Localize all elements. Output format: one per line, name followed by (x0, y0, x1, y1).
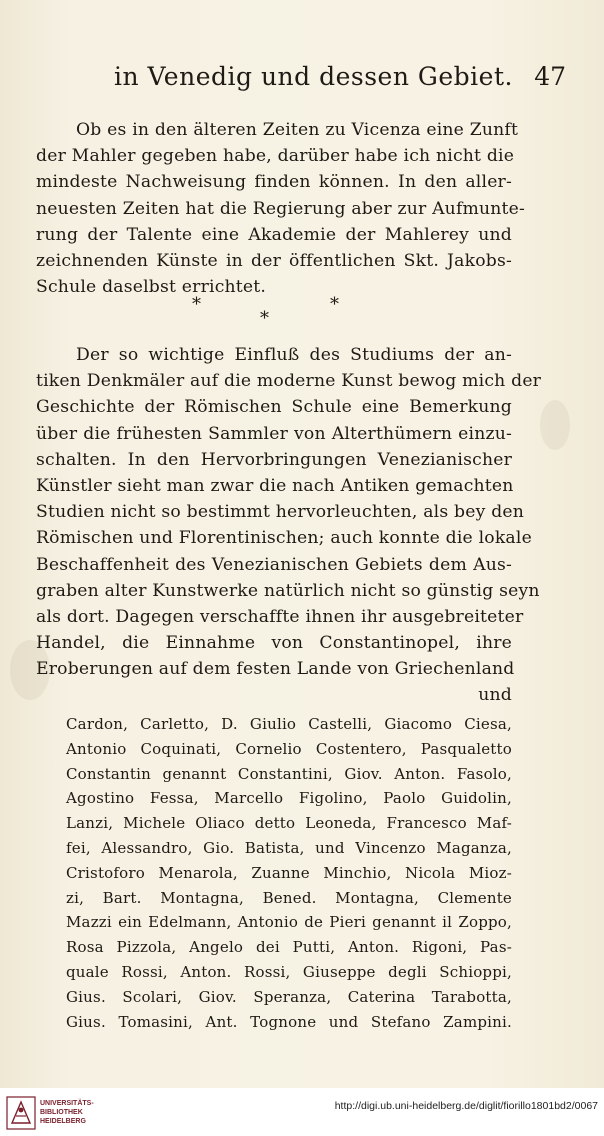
catchword: und (478, 685, 512, 706)
text-line: Der so wichtige Einfluß des Studiums der an- (76, 345, 512, 365)
text-line: als dort. Dagegen verschaffte ihnen ihr ausgebreiteter (36, 606, 524, 627)
footnote-line: quale Rossi, Anton. Rossi, Giuseppe degli Schioppi, (66, 962, 512, 981)
text-line: mindeste Nachweisung finden können. In den aller- (36, 172, 512, 193)
footnote-line: Cristoforo Menarola, Zuanne Minchio, Nicola Mioz- (66, 863, 512, 882)
text-line: Geschichte der Römischen Schule eine Bemerkung (36, 397, 512, 418)
text-line: Künstler sieht man zwar die nach Antiken gemachten (36, 475, 514, 496)
footnote-line: zi, Bart. Montagna, Bened. Montagna, Clemente (66, 888, 512, 907)
library-logo[interactable] (6, 1096, 116, 1130)
text-line: zeichnenden Künste in der öffentlichen Skt. Jakobs- (36, 250, 512, 271)
text-line: Handel, die Einnahme von Constantinopel, ihre (36, 633, 512, 654)
paragraph-vicenza (36, 117, 526, 300)
source-url-link[interactable]: http://digi.ub.uni-heidelberg.de/diglit/fiorillo1801bd2/0067 (334, 1100, 598, 1112)
footnote-line: Agostino Fessa, Marcello Figolino, Paolo Guidolin, (66, 789, 512, 808)
divider-star: * (260, 308, 269, 329)
footnote-line: Gius. Scolari, Giov. Speranza, Caterina Tarabotta, (66, 987, 512, 1006)
logo-text-line: UNIVERSITÄTS- (40, 1100, 94, 1107)
footnote-line: Lanzi, Michele Oliaco detto Leoneda, Francesco Maf- (66, 814, 512, 833)
paper-stain (540, 400, 570, 450)
text-line: Schule daselbst errichtet. (36, 277, 267, 298)
text-line: Ob es in den älteren Zeiten zu Vicenza eine Zunft (76, 120, 519, 140)
text-line: tiken Denkmäler auf die moderne Kunst bewog mich der (36, 371, 542, 392)
text-line: über die frühesten Sammler von Alterthümern einzu- (36, 423, 512, 444)
paragraph-antiquities (36, 342, 542, 709)
footnote-line: Rosa Pizzola, Angelo dei Putti, Anton. Rigoni, Pas- (66, 938, 512, 957)
text-line: Römischen und Florentinischen; auch konnte die lokale (36, 528, 532, 549)
viewer-footer (0, 1088, 604, 1136)
footnote-line: Mazzi ein Edelmann, Antonio de Pieri genannt il Zoppo, (66, 913, 512, 932)
text-line: neuesten Zeiten hat die Regierung aber zur Aufmunte- (36, 198, 526, 219)
library-seal-icon (6, 1096, 36, 1130)
footnote-artist-list (66, 712, 512, 1034)
text-line: graben alter Kunstwerke natürlich nicht so günstig seyn (36, 580, 540, 601)
footnote-line: fei, Alessandro, Gio. Batista, und Vincenzo Maganza, (66, 838, 512, 857)
text-line: Studien nicht so bestimmt hervorleuchten, als bey den (36, 502, 525, 523)
divider-star: * (330, 294, 339, 315)
footnote-line: Gius. Tomasini, Ant. Tognone und Stefano Zampini. (66, 1012, 512, 1031)
library-name (40, 1099, 94, 1126)
text-line: Eroberungen auf dem festen Lande von Griechenland (36, 659, 515, 680)
text-line: schalten. In den Hervorbringungen Venezianischer (36, 449, 512, 470)
text-line: rung der Talente eine Akademie der Mahlerey und (36, 224, 512, 245)
footnote-line: Antonio Coquinati, Cornelio Costentero, Pasqualetto (66, 739, 512, 758)
page-number: 47 (534, 62, 566, 91)
page-header (40, 58, 580, 102)
divider-star: * (192, 294, 201, 315)
running-title: in Venedig und dessen Gebiet. (114, 62, 513, 91)
text-line: der Mahler gegeben habe, darüber habe ich nicht die (36, 146, 515, 167)
logo-text-line: BIBLIOTHEK (40, 1109, 83, 1116)
footnote-line: Cardon, Carletto, D. Giulio Castelli, Giacomo Ciesa, (66, 715, 512, 733)
logo-text-line: HEIDELBERG (40, 1118, 86, 1125)
footnote-line: Constantin genannt Constantini, Giov. Anton. Fasolo, (66, 764, 512, 783)
text-line: Beschaffenheit des Venezianischen Gebiets dem Aus- (36, 554, 512, 575)
section-divider (180, 294, 380, 329)
